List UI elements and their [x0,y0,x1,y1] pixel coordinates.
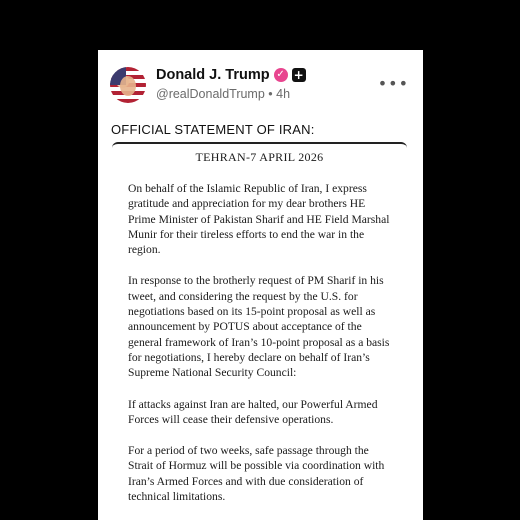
document-dateline: TEHRAN-7 APRIL 2026 [195,150,324,164]
more-options-icon[interactable]: ••• [377,74,409,93]
post-text: OFFICIAL STATEMENT OF IRAN: [111,122,315,137]
document-paragraph: In response to the brotherly request of PM Sharif in his tweet, and considering the request by the U.S. for negotiations based on its 15-point proposal as well as announcement by POTUS about acceptance of the general framework of Iran’s 10-point proposal as a basis for negotiations, I hereby declare on behalf of Iran’s Supreme National Security Council: [128,274,390,380]
avatar[interactable] [110,67,146,103]
avatar-face [120,76,136,96]
document-body [112,165,407,504]
document-paragraph: If attacks against Iran are halted, our Powerful Armed Forces will cease their defensive operations. [128,397,378,426]
plus-badge-icon: + [293,68,304,82]
author-row [156,67,306,83]
document-paragraph: On behalf of the Islamic Republic of Iran, I express gratitude and appreciation for my dear brothers HE Prime Minister of Pakistan Sharif and HE Field Marshal Munir for their tireless efforts to end the war in the region. [128,182,390,257]
verified-badge-icon: ✓ [274,68,288,82]
author-name[interactable]: Donald J. Trump [156,67,270,83]
post-meta [156,87,290,101]
post-header [110,64,411,108]
author-handle[interactable]: @realDonaldTrump [156,87,265,101]
statement-document-image[interactable] [112,142,407,520]
post-time[interactable]: 4h [276,87,291,101]
document-paragraph: For a period of two weeks, safe passage through the Strait of Hormuz will be possible via coordination with Iran’s Armed Forces and with due consideration of technical limitations. [128,444,385,504]
post-card [98,50,423,520]
meta-separator: • [268,87,273,101]
